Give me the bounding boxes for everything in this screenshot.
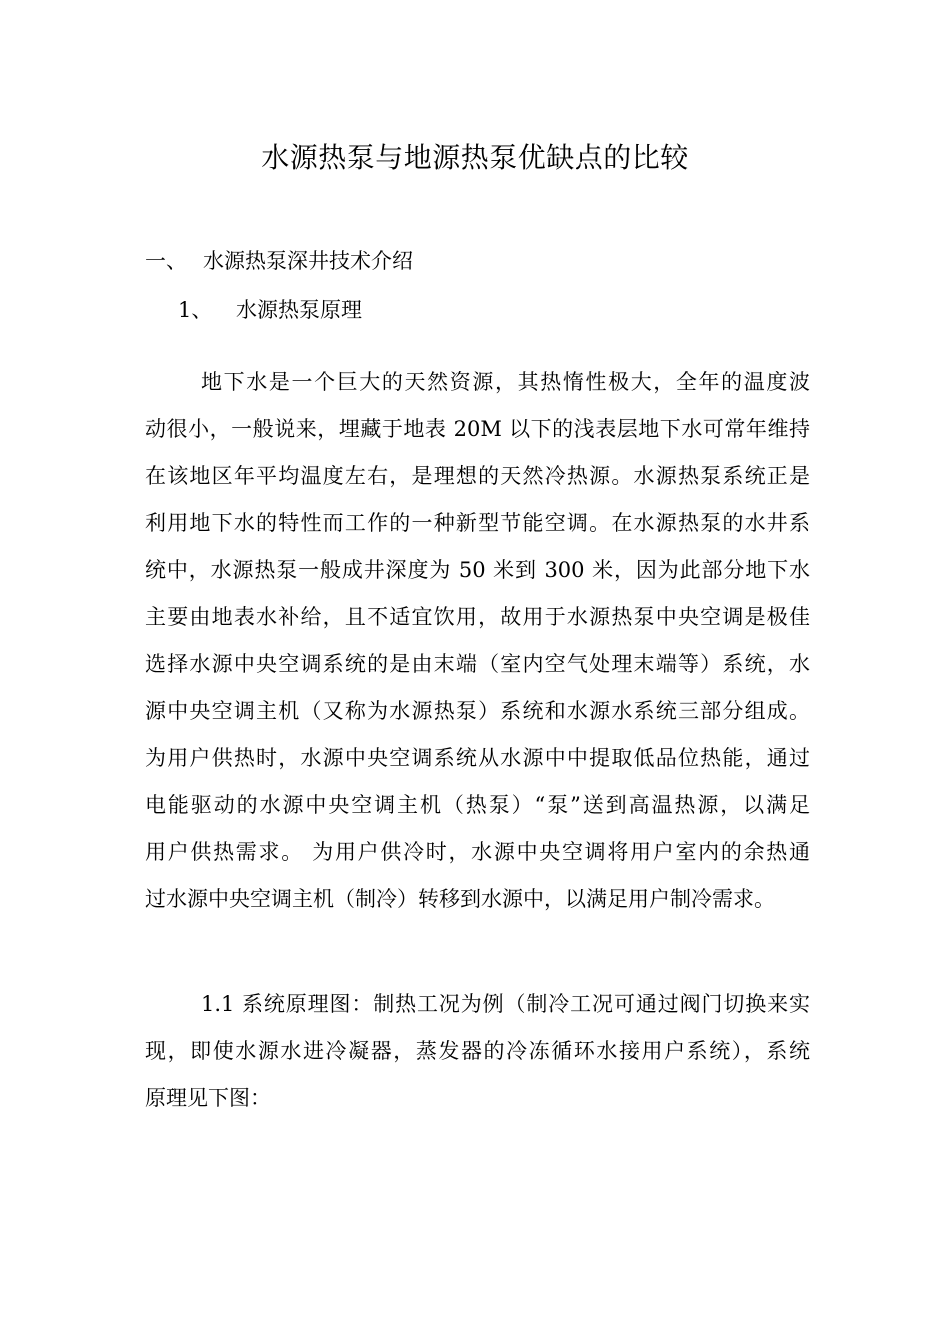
paragraph-line: 统中，水源热泵一般成井深度为 50 米到 300 米，因为此部分地下水 — [145, 558, 810, 582]
document-title: 水源热泵与地源热泵优缺点的比较 — [261, 141, 689, 174]
paragraph-line: 电能驱动的水源中央空调主机（热泵）“泵”送到高温热源，以满足 — [145, 793, 810, 817]
paragraph-line: 动很小，一般说来，埋藏于地表 20M 以下的浅表层地下水可常年维持 — [145, 417, 810, 441]
paragraph-line: 1.1 系统原理图：制热工况为例（制冷工况可通过阀门切换来实 — [201, 992, 810, 1016]
paragraph-line: 现，即使水源水进冷凝器，蒸发器的冷冻循环水接用户系统），系统 — [145, 1039, 810, 1063]
paragraph-principle — [145, 359, 810, 923]
paragraph-system-diagram — [145, 981, 810, 1122]
paragraph-line: 过水源中央空调主机（制冷）转移到水源中，以满足用户制冷需求。 — [145, 887, 775, 911]
paragraph-line: 利用地下水的特性而工作的一种新型节能空调。在水源热泵的水井系 — [145, 511, 810, 535]
section-title: 水源热泵深井技术介绍 — [203, 249, 413, 273]
subsection-title: 水源热泵原理 — [236, 298, 362, 322]
section-heading — [145, 246, 413, 276]
paragraph-line: 用户供热需求。 为用户供冷时，水源中央空调将用户室内的余热通 — [145, 840, 810, 864]
paragraph-line: 地下水是一个巨大的天然资源，其热惰性极大，全年的温度波 — [201, 370, 810, 394]
subsection-number: 1、 — [178, 298, 213, 322]
section-number: 一、 — [145, 249, 187, 273]
paragraph-line: 为用户供热时，水源中央空调系统从水源中中提取低品位热能，通过 — [145, 746, 810, 770]
subsection-heading — [178, 295, 362, 325]
paragraph-line: 源中央空调主机（又称为水源热泵）系统和水源水系统三部分组成。 — [145, 699, 810, 723]
paragraph-line: 主要由地表水补给，且不适宜饮用，故用于水源热泵中央空调是极佳 — [145, 605, 810, 629]
paragraph-line: 原理见下图： — [145, 1086, 271, 1110]
paragraph-line: 选择水源中央空调系统的是由末端（室内空气处理末端等）系统，水 — [145, 652, 810, 676]
paragraph-line: 在该地区年平均温度左右，是理想的天然冷热源。水源热泵系统正是 — [145, 464, 810, 488]
